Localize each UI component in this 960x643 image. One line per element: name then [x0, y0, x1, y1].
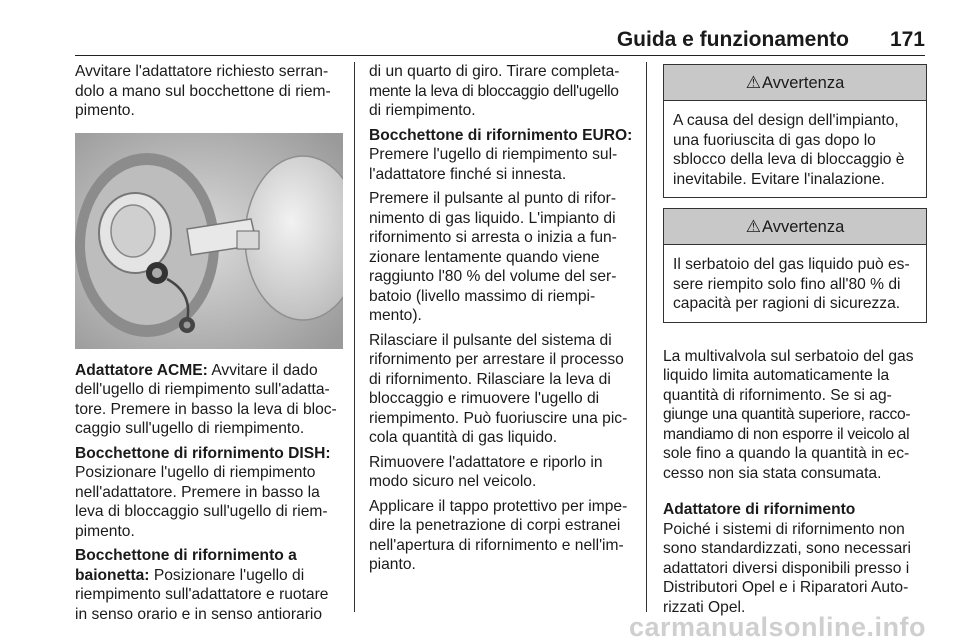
text-line: Posizionare l'ugello di riempimento — [75, 464, 316, 481]
text-line: mandiamo di non esporre il veicolo al — [663, 425, 910, 443]
paragraph — [663, 347, 927, 484]
text-line: pianto. — [369, 556, 416, 573]
text-line: sblocco della leva di bloccaggio è — [673, 151, 905, 168]
bayonet-paragraph — [75, 546, 343, 624]
text-line: Premere il pulsante al punto di rifor- — [369, 190, 617, 207]
warning-icon: ⚠ — [745, 217, 761, 236]
text-line: rifornimento per arrestare il processo — [369, 351, 624, 368]
text-line: di riempimento. — [369, 102, 476, 119]
warning-icon: ⚠ — [745, 73, 761, 92]
warning-box — [663, 64, 927, 198]
text-line: modo sicuro nel veicolo. — [369, 473, 537, 490]
text-line: giunge una quantità superiore, racco- — [663, 406, 911, 423]
text-line: rifornimento si arresta o inizia a fun- — [369, 229, 617, 246]
text-line: cola quantità di gas liquido. — [369, 429, 558, 446]
warning-header — [664, 209, 926, 245]
text-line: Rilasciare il pulsante del sistema di — [369, 331, 612, 349]
text-line: sere riempito solo fino all'80 % di — [673, 275, 901, 293]
watermark: carmanualsonline.info — [628, 612, 926, 642]
text-line: liquido limita automaticamente la — [663, 367, 890, 384]
text-line: inevitabile. Evitare l'inalazione. — [673, 170, 885, 188]
text-line: Applicare il tappo protettivo per impe- — [369, 497, 628, 515]
text-run: Posizionare l'ugello di — [149, 566, 305, 584]
warning-box — [663, 208, 927, 323]
text-line: raggiunto l'80 % del volume del ser- — [369, 268, 617, 285]
paragraph — [369, 62, 634, 121]
bayonet-heading: Bocchettone di rifornimento a — [75, 547, 297, 564]
text-line: dell'ugello di riempimento sull'adatta- — [75, 381, 330, 398]
text-line: in senso orario e in senso antiorario — [75, 605, 323, 623]
text-line: zionare lentamente quando viene — [369, 248, 600, 266]
column-right — [663, 62, 927, 622]
page-header — [75, 28, 925, 58]
text-line: batoio (livello massimo di riempi- — [369, 287, 596, 305]
text-line: quantità di rifornimento. Se si ag- — [663, 386, 892, 404]
text-line: tore. Premere in basso la leva di bloc- — [75, 400, 337, 418]
text-line: leva di bloccaggio sull'ugello di riem- — [75, 503, 328, 520]
column-left — [75, 62, 343, 629]
column-middle — [369, 62, 634, 580]
adapter-heading: Adattatore di rifornimento — [663, 501, 856, 518]
paragraph — [369, 331, 634, 448]
warning-body — [664, 101, 926, 197]
acme-paragraph — [75, 361, 343, 439]
intro-paragraph — [75, 62, 343, 121]
text-line: di rifornimento. Rilasciare la leva di — [369, 370, 611, 388]
text-line: mento). — [369, 307, 422, 324]
text-line: dire la penetrazione di corpi estranei — [369, 517, 621, 534]
paragraph — [369, 453, 634, 492]
text-line: riempimento sull'adattatore e ruotare — [75, 586, 329, 603]
text-line: nell'adattatore. Premere in basso la — [75, 483, 320, 501]
text-line: dolo a mano sul bocchettone di riem- — [75, 82, 331, 100]
text-line: nell'apertura di rifornimento e nell'im- — [369, 536, 624, 554]
text-line: pimento. — [75, 522, 135, 540]
column-divider — [646, 62, 647, 612]
bayonet-heading: baionetta: — [75, 566, 150, 584]
text-run: Avvitare il dado — [207, 361, 318, 379]
text-line: riempimento. Può fuoriuscire una pic- — [369, 409, 628, 427]
text-line: A causa del design dell'impianto, — [673, 112, 899, 129]
text-line: mente la leva di bloccaggio dell'ugello — [369, 82, 619, 100]
header-rule — [75, 55, 925, 56]
paragraph — [369, 189, 634, 326]
text-line: capacità per ragioni di sicurezza. — [673, 295, 901, 312]
dish-heading: Bocchettone di rifornimento DISH: — [75, 444, 331, 462]
text-line: pimento. — [75, 102, 135, 119]
text-line: rizzati Opel. — [663, 598, 746, 616]
text-line: Rimuovere l'adattatore e riporlo in — [369, 453, 603, 471]
euro-heading: Bocchettone di rifornimento EURO: — [369, 126, 633, 144]
fuel-filler-photo — [75, 133, 343, 349]
text-line: sole fino a quando la quantità in ec- — [663, 445, 910, 462]
warning-title: Avvertenza — [762, 218, 845, 236]
section-title: Guida e funzionamento — [616, 28, 849, 51]
text-line: sono standardizzati, sono necessari — [663, 540, 911, 557]
adapter-paragraph — [663, 500, 927, 617]
text-line: caggio sull'ugello di riempimento. — [75, 420, 305, 437]
warning-title: Avvertenza — [762, 74, 845, 92]
euro-paragraph — [369, 126, 634, 185]
text-line: bloccaggio e rimuovere l'ugello di — [369, 390, 600, 407]
page-number: 171 — [889, 28, 925, 51]
text-line: Poiché i sistemi di rifornimento non — [663, 520, 905, 538]
text-line: Premere l'ugello di riempimento sul- — [369, 146, 618, 163]
text-line: cesso non sia stata consumata. — [663, 464, 882, 482]
text-line: Distributori Opel e i Riparatori Auto- — [663, 579, 909, 596]
warning-body — [664, 245, 926, 322]
text-line: una fuoriuscita di gas dopo lo — [673, 131, 876, 149]
text-line: nimento di gas liquido. L'impianto di — [369, 209, 616, 227]
dish-paragraph — [75, 444, 343, 542]
text-line: adattatori diversi disponibili presso i — [663, 559, 910, 577]
text-line: di un quarto di giro. Tirare completa- — [369, 63, 620, 80]
text-line: La multivalvola sul serbatoio del gas — [663, 347, 914, 365]
text-line: Avvitare l'adattatore richiesto serran- — [75, 63, 329, 80]
column-divider — [354, 62, 355, 612]
acme-heading: Adattatore ACME: — [75, 361, 208, 379]
text-line: l'adattatore finché si innesta. — [369, 165, 567, 183]
warning-header — [664, 65, 926, 101]
text-line: Il serbatoio del gas liquido può es- — [673, 256, 910, 273]
paragraph — [369, 497, 634, 575]
